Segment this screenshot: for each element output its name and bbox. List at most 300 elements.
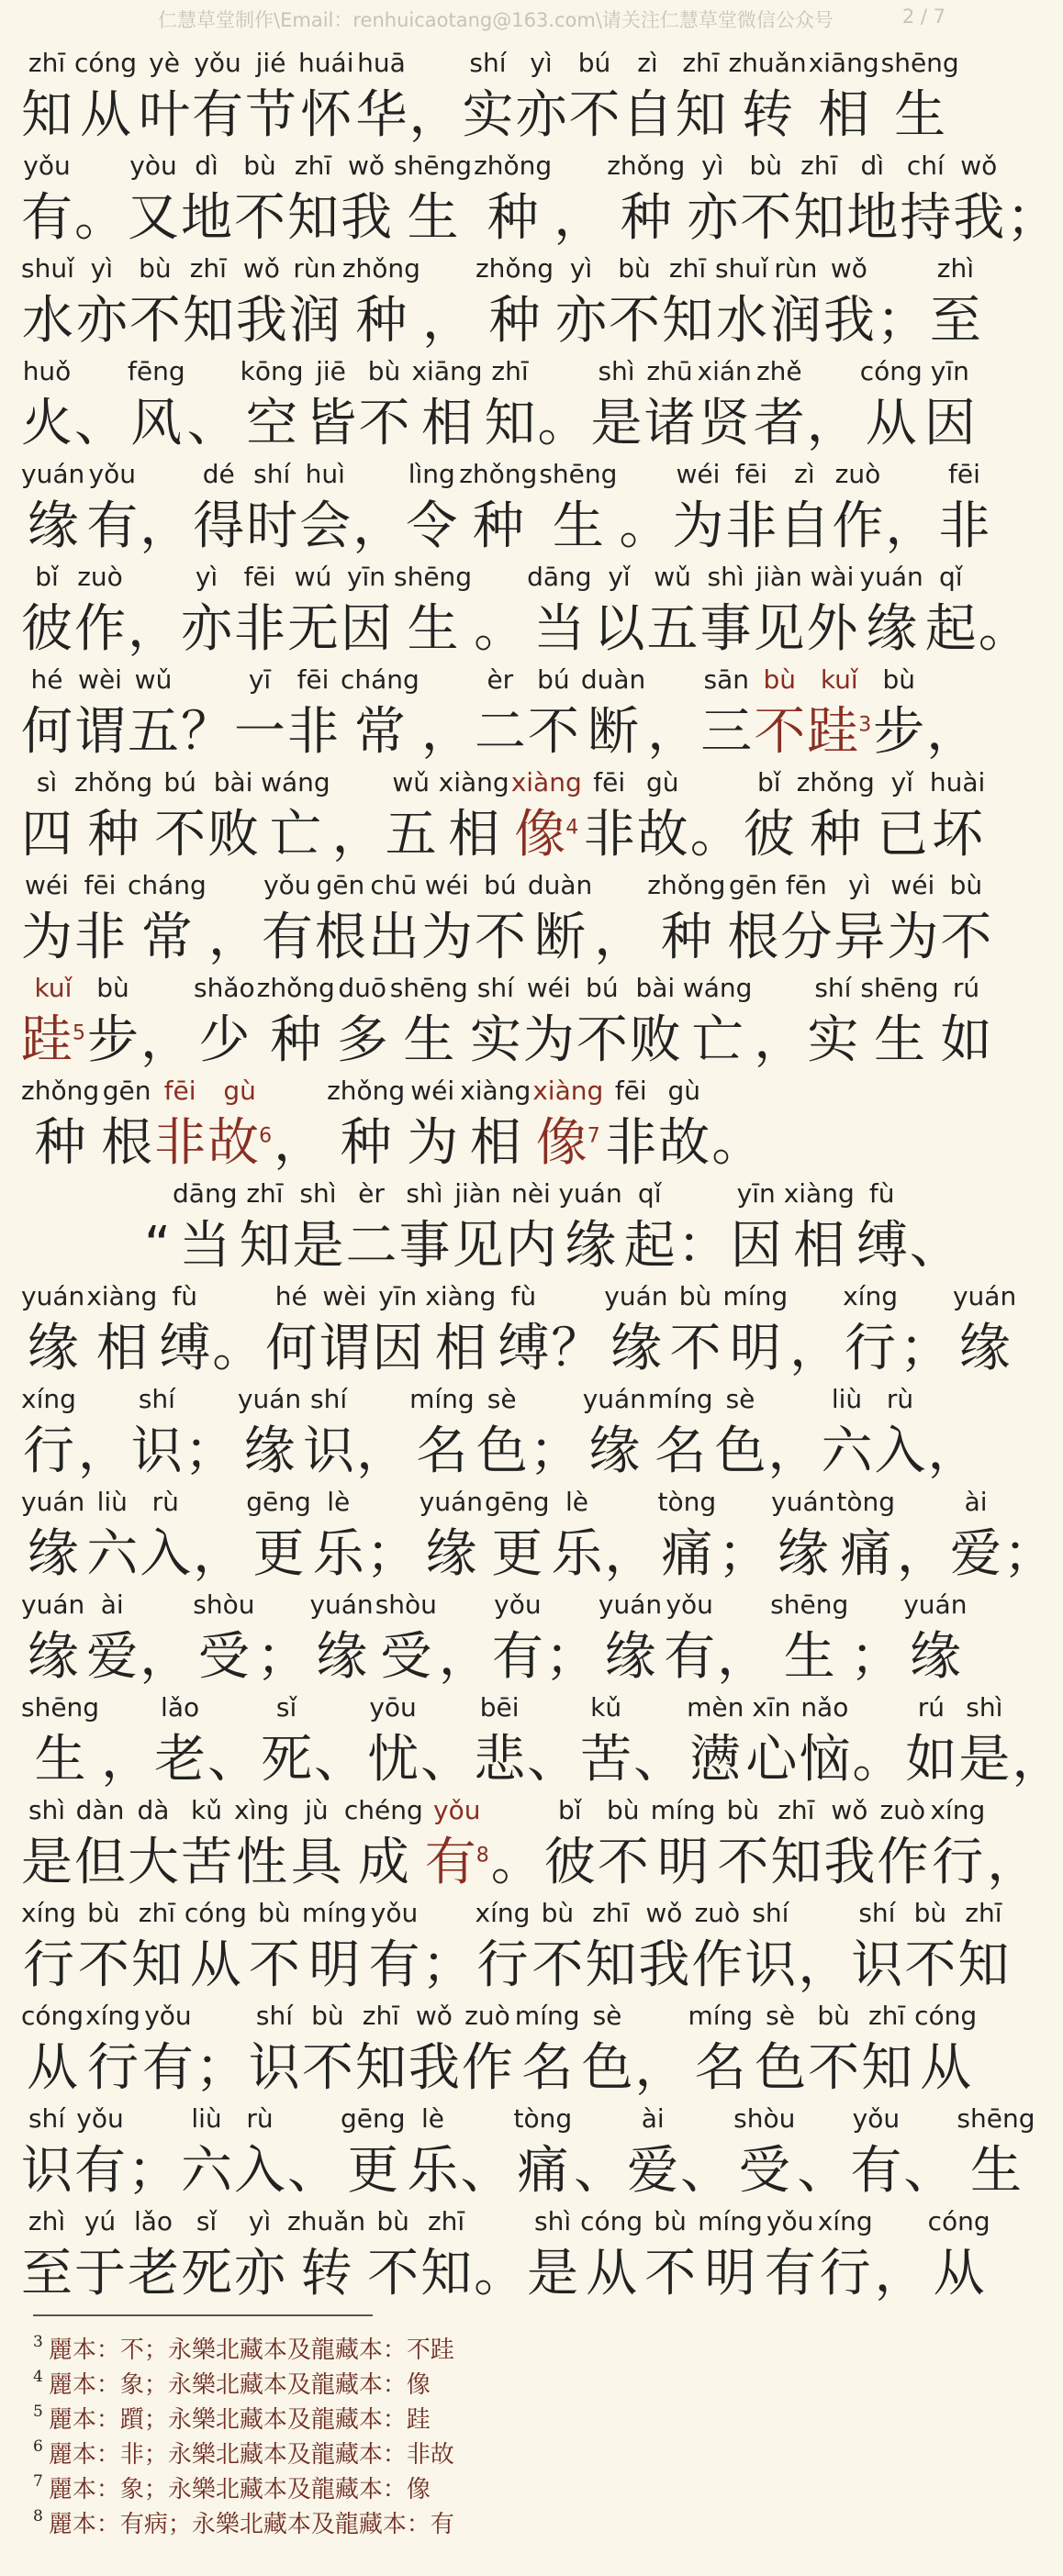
- text-line: [20, 1685, 1063, 1790]
- annotated-character: [940, 965, 991, 1068]
- annotated-character: [249, 1890, 300, 1993]
- annotated-character: [555, 246, 607, 349]
- character: 如: [905, 1730, 957, 1790]
- character: 缘: [27, 496, 79, 556]
- pinyin: zhī: [28, 48, 66, 78]
- character: 明: [657, 1833, 710, 1892]
- pinyin: shēng: [880, 48, 959, 78]
- annotated-character: [725, 452, 777, 554]
- annotated-character: [691, 1890, 743, 1993]
- pinyin: wéi: [25, 870, 69, 900]
- annotated-character: [406, 452, 457, 554]
- character: 痛: [661, 1524, 713, 1584]
- annotated-character: [887, 863, 938, 965]
- annotated-character: [585, 1890, 636, 1993]
- character: 知: [957, 1935, 1010, 1995]
- character: 种: [660, 908, 712, 967]
- annotated-character: [498, 1274, 549, 1377]
- pinyin: yuán: [419, 1487, 483, 1517]
- annotated-character: [527, 554, 591, 657]
- pinyin: duàn: [580, 664, 646, 695]
- text-line: [20, 863, 992, 967]
- annotated-character: [651, 1788, 716, 1890]
- annotated-character: [591, 349, 643, 452]
- annotated-character: [21, 657, 73, 760]
- annotated-character: [778, 452, 830, 554]
- character: 不: [301, 2038, 353, 2098]
- pinyin: wéi: [890, 870, 935, 900]
- pinyin: zhī: [427, 2206, 465, 2236]
- character: 种: [488, 291, 541, 351]
- character: 有: [192, 85, 244, 145]
- pinyin: liù: [191, 2103, 222, 2134]
- character: 亦: [687, 188, 739, 248]
- character: 相: [818, 85, 870, 145]
- pinyin: [150, 2103, 158, 2135]
- annotated-character: [793, 143, 845, 246]
- pinyin: míng: [722, 1281, 789, 1311]
- annotated-character: [808, 1993, 859, 2096]
- annotated-character: [287, 143, 339, 246]
- pinyin: wéi: [676, 459, 721, 489]
- pinyin: zhǒng: [327, 1076, 406, 1106]
- character: 缘: [866, 599, 918, 659]
- character: 我: [408, 2038, 460, 2098]
- pinyin: zhǒng: [607, 151, 686, 181]
- pinyin: [96, 151, 105, 182]
- character: 相: [793, 1216, 845, 1276]
- annotated-character: [950, 1479, 1001, 1582]
- annotated-character: [128, 657, 179, 760]
- annotated-character: [74, 40, 137, 143]
- pinyin: sān: [703, 664, 750, 695]
- character: 受: [380, 1627, 432, 1687]
- character: 至: [21, 2244, 73, 2303]
- character: 从: [27, 2038, 79, 2098]
- annotated-character: [856, 1171, 908, 1274]
- pinyin: lè: [327, 1487, 351, 1517]
- character: 缘: [777, 1524, 829, 1584]
- annotated-character: [670, 1274, 722, 1377]
- annotated-character: [780, 863, 832, 965]
- footnote-marker[interactable]: 8: [476, 1844, 489, 1868]
- pinyin: yì: [248, 2206, 272, 2236]
- pinyin: bú: [484, 870, 517, 900]
- annotated-character: [731, 1171, 782, 1274]
- pinyin: yǒu: [433, 1795, 481, 1825]
- annotated-character: [754, 554, 805, 657]
- pinyin: shēng: [860, 973, 939, 1003]
- character: 因: [730, 1216, 782, 1276]
- annotated-character: [21, 863, 73, 965]
- character: 识: [303, 1422, 355, 1481]
- annotated-character: [128, 554, 179, 657]
- annotated-character: [355, 40, 407, 143]
- pinyin: [702, 2103, 711, 2135]
- annotated-character: [568, 40, 620, 143]
- character: 不: [234, 188, 285, 248]
- annotated-character: [309, 1582, 373, 1685]
- pinyin: bù: [654, 2206, 687, 2236]
- pinyin: [296, 1076, 304, 1107]
- pinyin: shí: [138, 1384, 175, 1414]
- pinyin: wáng: [261, 767, 330, 797]
- pinyin: [896, 2206, 904, 2237]
- pinyin: [740, 1487, 748, 1518]
- annotated-character: [344, 1788, 423, 1890]
- annotated-character: [386, 760, 437, 863]
- annotated-character: [538, 349, 589, 452]
- character: 知: [585, 1935, 637, 1995]
- annotated-character: [877, 1788, 928, 1890]
- pinyin: shí: [858, 1898, 896, 1928]
- annotated-character: [475, 863, 526, 965]
- character: 我: [235, 291, 287, 351]
- annotated-character: [903, 2096, 955, 2199]
- annotated-character: [291, 1788, 342, 1890]
- annotated-character: [672, 452, 723, 554]
- character: 得: [193, 496, 245, 556]
- character: 不: [248, 1935, 300, 1995]
- annotated-character: [797, 760, 875, 863]
- character: 不: [527, 702, 579, 762]
- pinyin: [162, 459, 170, 490]
- annotated-character: [74, 657, 126, 760]
- character: 。: [212, 1319, 264, 1378]
- annotated-character: [407, 1068, 458, 1171]
- character: 者: [753, 394, 805, 453]
- character: 有: [368, 1935, 420, 1995]
- annotated-character: [192, 40, 243, 143]
- pinyin: lǎo: [161, 1692, 200, 1723]
- character: 以: [593, 599, 645, 659]
- character: 悲: [474, 1730, 526, 1790]
- character: 亡: [269, 805, 321, 864]
- character: 四: [21, 805, 73, 864]
- character: 为: [672, 496, 724, 556]
- annotated-character: [390, 965, 468, 1068]
- annotated-character: [698, 349, 752, 452]
- annotated-character: [287, 2096, 339, 2199]
- character: 行: [86, 2038, 139, 2098]
- annotated-character: [196, 1993, 247, 2096]
- pinyin: xiāng: [808, 48, 879, 78]
- pinyin: rù: [151, 1487, 179, 1517]
- character: 因: [923, 394, 976, 453]
- pinyin: xíng: [817, 2206, 873, 2236]
- character: ；: [1006, 188, 1058, 248]
- annotated-character: [319, 1274, 370, 1377]
- footnote-item: [33, 2333, 951, 2368]
- annotated-character: [627, 2096, 678, 2199]
- character: 彼: [743, 805, 795, 864]
- annotated-character: [474, 143, 552, 246]
- pinyin: yuán: [21, 1281, 85, 1311]
- pinyin: jié: [255, 48, 286, 78]
- annotated-character: [369, 1890, 420, 1993]
- footnote-marker[interactable]: 7: [587, 1124, 600, 1148]
- pinyin: yuán: [903, 1589, 968, 1620]
- pinyin: cóng: [859, 356, 923, 386]
- character: 二: [474, 702, 526, 762]
- pinyin: huài: [929, 767, 986, 797]
- pinyin: yǒu: [852, 2103, 901, 2134]
- annotated-character: [422, 1890, 474, 1993]
- annotated-character: [366, 1479, 418, 1582]
- annotated-character: [476, 246, 554, 349]
- character: 断: [587, 702, 640, 762]
- annotated-character: [341, 554, 392, 657]
- annotated-character: [558, 1171, 621, 1274]
- annotated-character: [1003, 1479, 1055, 1582]
- character: 五: [385, 805, 437, 864]
- footnote-marker[interactable]: 5: [73, 1021, 85, 1045]
- pinyin: shí: [814, 973, 852, 1003]
- text-line: [20, 965, 992, 1070]
- pinyin: yǒu: [194, 48, 241, 78]
- character: 入: [140, 1524, 192, 1584]
- annotated-character: [128, 863, 207, 965]
- pinyin: yì: [848, 870, 871, 900]
- character: 为: [522, 1010, 575, 1070]
- pinyin: bú: [537, 664, 570, 695]
- footnote-item: [33, 2507, 951, 2542]
- character: 彼: [543, 1833, 596, 1892]
- character: 痛: [517, 2141, 569, 2201]
- pinyin: ài: [964, 1487, 988, 1517]
- pinyin: zhǒng: [474, 151, 553, 181]
- character: 我: [822, 291, 875, 351]
- character: 相: [448, 805, 500, 864]
- pinyin: jiàn: [755, 562, 802, 592]
- character: 恼: [799, 1730, 851, 1790]
- pinyin: duàn: [527, 870, 593, 900]
- pinyin: [442, 1692, 451, 1723]
- pinyin: xíng: [930, 1795, 986, 1825]
- annotated-character: [717, 1582, 768, 1685]
- character: 因: [341, 599, 392, 659]
- annotated-character: [101, 1068, 152, 1171]
- annotated-character: [439, 760, 509, 863]
- character: 生: [783, 1627, 835, 1687]
- pinyin: tòng: [836, 1487, 896, 1517]
- character: 爱: [627, 2141, 679, 2201]
- annotated-character: [87, 965, 139, 1068]
- annotated-character: [76, 246, 128, 349]
- annotated-character: [930, 1788, 985, 1890]
- pinyin: [948, 664, 957, 696]
- annotated-character: [910, 1171, 961, 1274]
- annotated-character: [207, 1068, 272, 1171]
- pinyin: bù: [607, 1795, 640, 1825]
- annotated-character: [128, 349, 185, 452]
- character: ，: [647, 702, 699, 762]
- annotated-character: [768, 1377, 820, 1479]
- header-watermark-text: 仁慧草堂制作\Email：renhuicaotang@163.com\请关注仁慧草堂微信公众号: [158, 9, 834, 31]
- annotated-character: [21, 760, 73, 863]
- pinyin: gù: [645, 767, 679, 797]
- footnote-marker[interactable]: 6: [259, 1124, 273, 1148]
- pinyin: zuò: [464, 2001, 510, 2031]
- character: 行: [22, 1422, 74, 1481]
- annotated-character: [807, 349, 858, 452]
- annotated-character: [194, 965, 255, 1068]
- character: 痛: [840, 1524, 892, 1584]
- annotated-character: [408, 2096, 459, 2199]
- character: 名: [694, 2038, 746, 2098]
- character: 地: [181, 188, 232, 248]
- pinyin: [215, 1487, 223, 1518]
- pinyin: zì: [794, 459, 815, 489]
- annotated-character: [881, 40, 959, 143]
- pinyin: shǎo: [194, 973, 255, 1003]
- character: 色: [476, 1422, 528, 1481]
- character: ，: [140, 496, 192, 556]
- annotated-character: [885, 452, 936, 554]
- footnote-number: 3: [33, 2333, 43, 2351]
- character: 败: [207, 805, 260, 864]
- annotated-character: [664, 1582, 715, 1685]
- pinyin: mèn: [687, 1692, 744, 1723]
- character: 常: [140, 908, 193, 967]
- pinyin: [1028, 151, 1036, 182]
- character: 败: [629, 1010, 681, 1070]
- annotated-character: [78, 1890, 129, 1993]
- character: ；: [529, 1422, 581, 1481]
- pinyin: wèi: [78, 664, 122, 695]
- character: 叶: [139, 85, 191, 145]
- pinyin: [576, 151, 584, 182]
- annotated-character: [21, 1685, 99, 1788]
- pinyin: yú: [84, 2206, 117, 2236]
- annotated-character: [527, 1685, 578, 1788]
- pinyin: yǒu: [23, 151, 71, 181]
- annotated-character: [128, 1788, 179, 1890]
- pinyin: shuǐ: [21, 253, 74, 284]
- annotated-character: [356, 1377, 408, 1479]
- annotated-character: [394, 143, 472, 246]
- character: 为: [21, 908, 73, 967]
- character: 一: [234, 702, 285, 762]
- annotated-character: [850, 2096, 901, 2199]
- pinyin: zhuǎn: [728, 48, 807, 78]
- pinyin: zhī: [800, 151, 838, 181]
- pinyin: xiàng: [438, 767, 509, 797]
- character: ，: [897, 1524, 949, 1584]
- character: 知: [484, 394, 536, 453]
- annotated-character: [924, 349, 976, 452]
- footnote-marker[interactable]: 4: [565, 816, 579, 840]
- pinyin: hé: [30, 664, 63, 695]
- annotated-character: [140, 452, 191, 554]
- annotated-character: [822, 1377, 873, 1479]
- character: ，: [789, 1319, 842, 1378]
- character: 识: [851, 1935, 903, 1995]
- annotated-character: [408, 40, 460, 143]
- character: 常: [353, 702, 406, 762]
- pinyin: yì: [195, 562, 218, 592]
- character: 色: [581, 2038, 633, 2098]
- character: 。: [474, 599, 526, 659]
- annotated-character: [552, 1479, 603, 1582]
- annotated-character: [544, 1788, 596, 1890]
- character: 有: [261, 908, 313, 967]
- annotated-character: [154, 1685, 206, 1788]
- annotated-character: [836, 1479, 895, 1582]
- character: 、: [574, 2141, 626, 2201]
- character: 我: [341, 188, 392, 248]
- character: 异: [834, 908, 886, 967]
- pinyin: liù: [96, 1487, 128, 1517]
- character: 生: [969, 2141, 1022, 2201]
- character: 不: [77, 1935, 129, 1995]
- pinyin: zuò: [77, 562, 123, 592]
- annotated-character: [530, 1377, 581, 1479]
- pinyin: yǒu: [666, 1589, 713, 1620]
- pinyin: yīn: [378, 1281, 418, 1311]
- pinyin: yì: [701, 151, 724, 181]
- pinyin: yǐ: [608, 562, 631, 592]
- annotated-character: [367, 1685, 419, 1788]
- character: 多: [336, 1010, 388, 1070]
- annotated-character: [274, 1068, 325, 1171]
- character: 作: [691, 1935, 744, 1995]
- pinyin: yòu: [129, 151, 177, 181]
- pinyin: [711, 767, 720, 798]
- annotated-character: [545, 1582, 597, 1685]
- text-line: [20, 40, 971, 143]
- pinyin: [949, 1384, 957, 1415]
- pinyin: bǐ: [557, 1795, 582, 1825]
- annotated-character: [505, 1171, 556, 1274]
- character: 少: [198, 1010, 251, 1070]
- footnote-marker[interactable]: 3: [858, 713, 872, 737]
- character: 乐: [407, 2141, 459, 2201]
- pinyin: lè: [421, 2103, 445, 2134]
- pinyin: yuán: [604, 1281, 668, 1311]
- character: 因: [372, 1319, 424, 1378]
- pinyin: ài: [641, 2103, 665, 2134]
- annotated-character: [765, 2199, 816, 2302]
- annotated-character: [86, 1479, 138, 1582]
- character: 作: [461, 2038, 513, 2098]
- annotated-character: [647, 657, 699, 760]
- annotated-character: [925, 554, 977, 657]
- pinyin: wǔ: [392, 767, 430, 797]
- annotated-character: [647, 554, 699, 657]
- pinyin: xīn: [752, 1692, 791, 1723]
- pinyin: zhī: [138, 1898, 175, 1928]
- character: 不: [576, 1010, 628, 1070]
- page-header: [20, 0, 971, 40]
- pinyin: kǔ: [590, 1692, 622, 1723]
- pinyin: míng: [301, 1898, 367, 1928]
- pinyin: yuán: [771, 1487, 835, 1517]
- pinyin: nèi: [511, 1178, 551, 1209]
- character: 从: [586, 2244, 638, 2303]
- pinyin: [811, 1281, 820, 1312]
- character: 是: [590, 394, 643, 453]
- character: ，: [356, 1422, 408, 1481]
- pinyin: shēng: [394, 562, 473, 592]
- character: 非: [725, 496, 778, 556]
- annotated-character: [953, 1274, 1016, 1377]
- pinyin: [208, 356, 217, 387]
- character: ；: [899, 1319, 951, 1378]
- character: 缘: [909, 1627, 961, 1687]
- pinyin: bù: [243, 151, 276, 181]
- text-line: [20, 2096, 1035, 2201]
